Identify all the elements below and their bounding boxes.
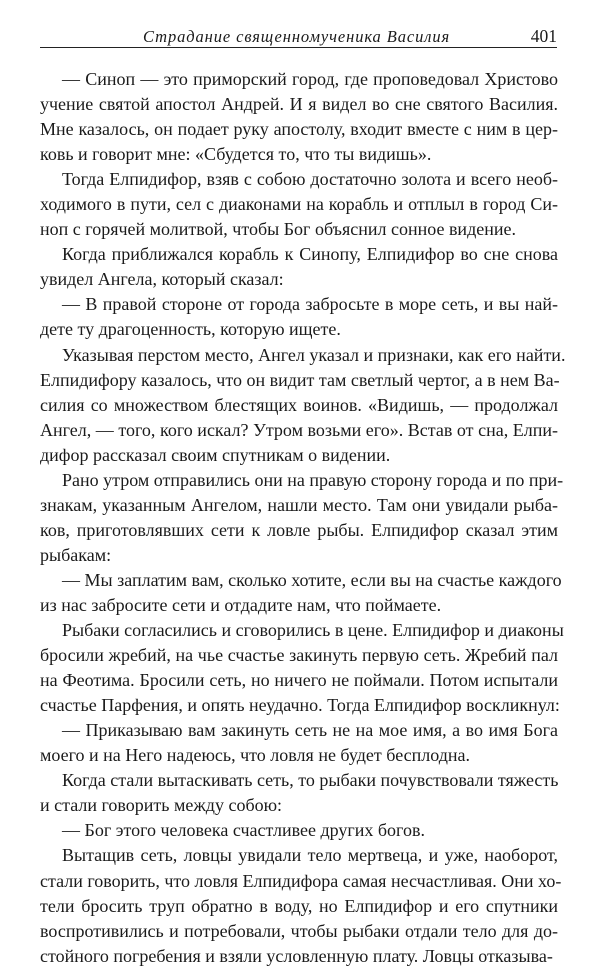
- text-line: ходимого в пути, сел с диаконами на корабль и отплыл в город Си-: [40, 194, 558, 215]
- text-line: моего и на Него надеюсь, что ловля не будет бесплодна.: [40, 745, 471, 766]
- text-line: — Бог этого человека счастливее других богов.: [62, 820, 425, 841]
- text-line: Ангел, — того, кого искал? Утром возьми его». Встав от сна, Елпи-: [40, 419, 558, 440]
- text-line: на Феотима. Бросили сеть, но ничего не поймали. Потом испытали: [40, 670, 558, 691]
- text-line: Рано утром отправились они на правую сторону города и по при-: [62, 469, 564, 490]
- text-line: Тогда Елпидифор, взяв с собою достаточно золота и всего необ-: [62, 169, 558, 190]
- paragraph: [40, 818, 558, 843]
- paragraph: [40, 242, 558, 292]
- text-line: дифор рассказал своим спутникам о видении.: [40, 444, 391, 465]
- text-line: стойного погребения и взяли условленную плату. Ловцы отказыва-: [40, 945, 553, 966]
- paragraph: [40, 468, 564, 568]
- paragraph: [40, 768, 558, 818]
- running-title: Страдание священномученика Василия: [143, 27, 451, 46]
- text-line: учение святой апостол Андрей. И я видел во сне святого Василия.: [40, 94, 558, 115]
- text-line: — Синоп — это приморский город, где проповедовал Христово: [62, 69, 558, 89]
- text-line: ков, приготовлявших сети к ловле рыбы. Елпидифор сказал этим: [40, 519, 558, 540]
- text-line: счастье Парфения, и опять неудачно. Тогда Елпидифор воскликнул:: [40, 695, 560, 716]
- text-line: силия со множеством блестящих воинов. «Видишь, — продолжал: [40, 394, 558, 415]
- paragraph: [40, 67, 558, 167]
- paragraph: [40, 843, 562, 968]
- paragraph: [40, 618, 564, 718]
- text-line: Рыбаки согласились и сговорились в цене. Елпидифор и диаконы: [62, 620, 564, 641]
- text-line: рыбакам:: [40, 544, 112, 565]
- text-line: знакам, указанным Ангелом, нашли место. Там они увидали рыбa-: [40, 494, 558, 515]
- text-line: из нас забросите сети и отдадите нам, что поймаете.: [40, 594, 442, 615]
- text-line: Указывая перстом место, Ангел указал и признаки, как его найти.: [62, 344, 566, 365]
- running-header: [40, 23, 557, 48]
- text-line: Мне казалось, он подает руку апостолу, входит вместе с ним в цер-: [40, 119, 558, 140]
- text-line: бросили жребий, на чье счастье закинуть первую сеть. Жребий пал: [40, 645, 558, 666]
- text-line: и стали говорить между собою:: [40, 795, 283, 816]
- text-line: ноп с горячей молитвой, чтобы Бог объяснил сонное видение.: [40, 219, 516, 240]
- text-line: — Мы заплатим вам, сколько хотите, если вы на счастье каждого: [62, 569, 562, 590]
- text-line: ковь и говорит мне: «Сбудется то, что ты видишь».: [40, 144, 432, 165]
- paragraph: [40, 167, 558, 242]
- page-number: 401: [530, 26, 557, 46]
- paragraph: [40, 568, 562, 618]
- text-line: увидел Ангела, который сказал:: [40, 269, 284, 290]
- text-line: Когда стали вытаскивать сеть, то рыбаки почувствовали тяжесть: [62, 770, 559, 791]
- text-line: Елпидифору казалось, что он видит там светлый чертог, а в нем Ва-: [40, 369, 560, 390]
- text-line: стали говорить, что ловля Елпидифора самая несчастливая. Они хо-: [40, 870, 562, 891]
- text-line: Когда приближался корабль к Синопу, Елпидифор во сне снова: [62, 244, 558, 265]
- text-line: — Приказываю вам закинуть сеть не на мое имя, а во имя Бога: [62, 720, 558, 741]
- body-text: [40, 67, 566, 969]
- paragraph: [40, 292, 558, 342]
- paragraph: [40, 343, 566, 468]
- text-line: дете ту драгоценность, которую ищете.: [40, 319, 341, 340]
- text-line: тели бросить труп обратно в воду, но Елпидифор и его спутники: [40, 895, 558, 916]
- text-line: Вытащив сеть, ловцы увидали тело мертвеца, и уже, наоборот,: [62, 845, 558, 866]
- text-line: — В правой стороне от города забросьте в море сеть, и вы най-: [62, 294, 558, 315]
- paragraph: [40, 718, 558, 768]
- text-line: воспротивились и потребовали, чтобы рыбаки отдали тело для до-: [40, 920, 558, 941]
